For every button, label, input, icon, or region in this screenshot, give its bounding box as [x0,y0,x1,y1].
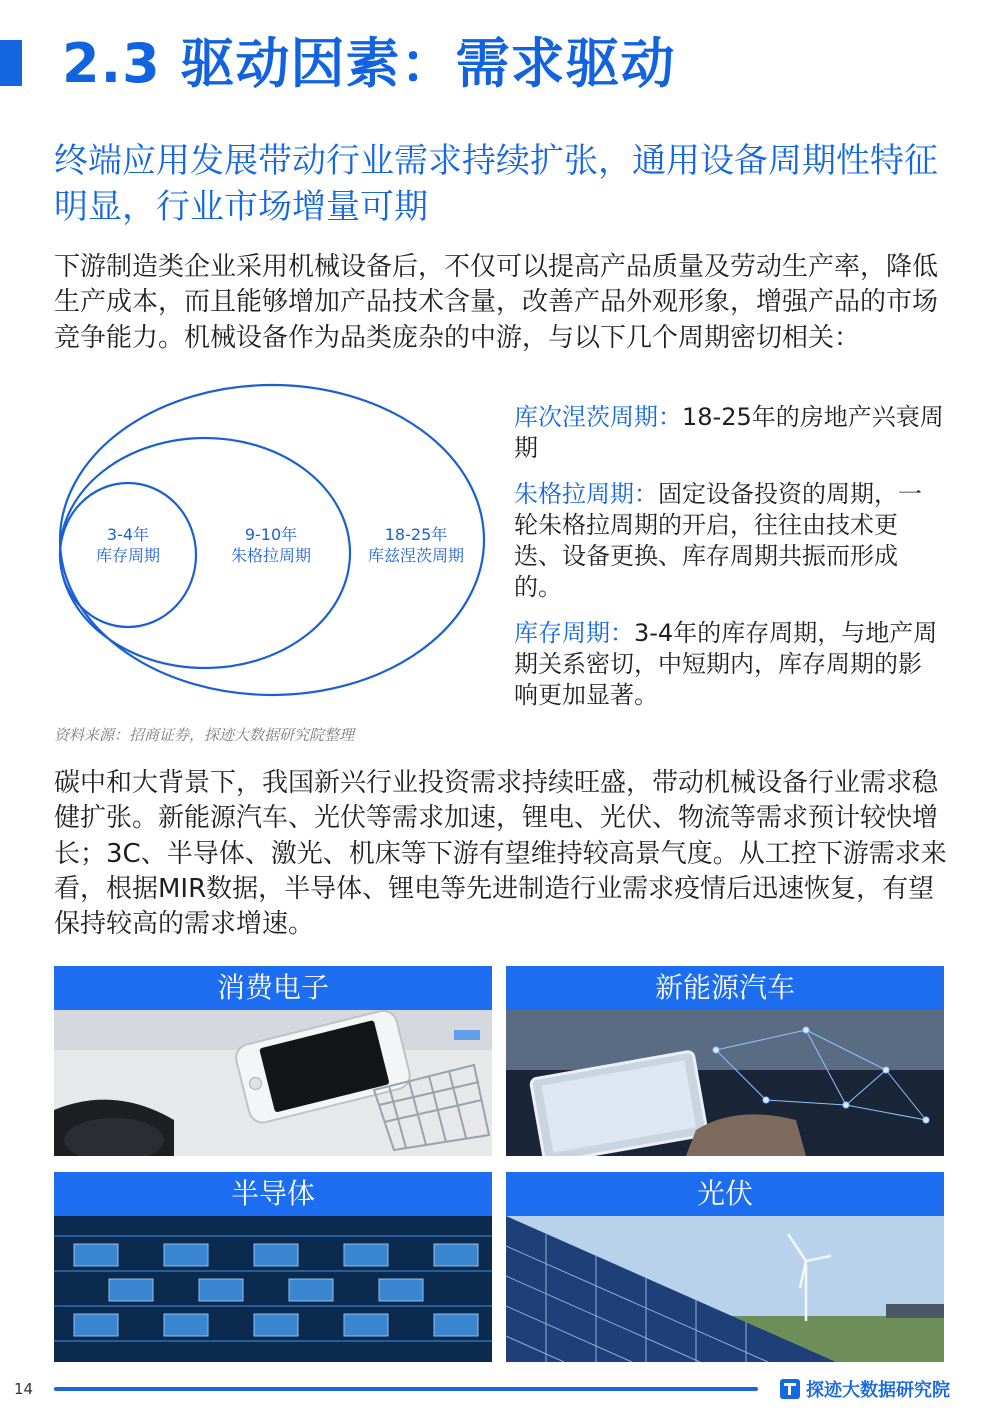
card-label: 新能源汽车 [506,966,944,1010]
page-number: 14 [14,1380,34,1398]
brand-name: 探迹大数据研究院 [806,1380,950,1401]
card-semiconductors [54,1172,492,1362]
card-photovoltaics [506,1172,944,1362]
cycle-item-juglar [514,479,944,602]
cycle-desc: 3-4年的库存周期，与地产周期关系密切，中短期内，库存周期的影响更加显著。 [514,619,938,709]
cycle-descriptions [514,402,944,726]
card-consumer-electronics [54,966,492,1156]
cycle-item-inventory [514,618,944,710]
source-note: 资料来源：招商证券，探迹大数据研究院整理 [54,726,355,744]
page-title: 2.3 驱动因素：需求驱动 [62,32,676,95]
card-label: 光伏 [506,1172,944,1216]
smartphone-cart-image [54,1010,492,1156]
demand-paragraph: 碳中和大背景下，我国新兴行业投资需求持续旺盛，带动机械设备行业需求稳健扩张。新能源汽车、光伏等需求加速，锂电、光伏、物流等需求预计较快增长；3C、半导体、激光、机床等下游有望维持较高景气度。从工控下游需求来看，根据MIR数据，半导体、锂电等先进制造行业需求疫情后迅速恢复，有望保持较高的需求增速。 [54,768,947,940]
cycle-name: 库次涅茨周期： [514,403,682,431]
card-label: 消费电子 [54,966,492,1010]
cycle-name: 朱格拉周期： [514,480,658,509]
middle-cycle-label: 朱格拉周期 [230,546,312,565]
outer-cycle-years: 18-25年 [384,525,448,544]
card-new-energy-vehicles [506,966,944,1156]
inner-cycle-years: 3-4年 [106,525,150,544]
inner-cycle-label: 库存周期 [95,546,161,565]
intro-paragraph: 下游制造类企业采用机械设备后，不仅可以提高产品质量及劳动生产率，降低生产成本，而且能够增加产品技术含量，改善产品外观形象，增强产品的市场竞争能力。机械设备作为品类庞杂的中游，与以下几个周期密切相关： [54,252,939,353]
brand-logo-icon [780,1379,800,1399]
circuit-board-image [54,1216,492,1362]
cycle-desc: 18-25年的房地产兴衰周期 [514,403,944,462]
vehicle-dashboard-image [506,1010,944,1156]
section-subtitle: 终端应用发展带动行业需求持续扩张，通用设备周期性特征明显，行业市场增量可期 [54,141,938,228]
solar-panel-image [506,1216,944,1362]
card-label: 半导体 [54,1172,492,1216]
footer-brand [780,1376,950,1402]
outer-cycle-label: 库兹涅茨周期 [367,546,465,565]
footer-divider [54,1387,758,1391]
cycle-desc: 固定设备投资的周期，一轮朱格拉周期的开启，往往由技术更迭、设备更换、库存周期共振而形成的。 [514,480,922,601]
cycle-diagram-svg [52,372,492,708]
title-accent-bar [0,40,22,86]
cycle-item-kuznets [514,402,944,463]
cycle-nesting-diagram [52,372,492,708]
cycle-name: 库存周期： [514,619,634,648]
middle-cycle-years: 9-10年 [244,525,298,544]
